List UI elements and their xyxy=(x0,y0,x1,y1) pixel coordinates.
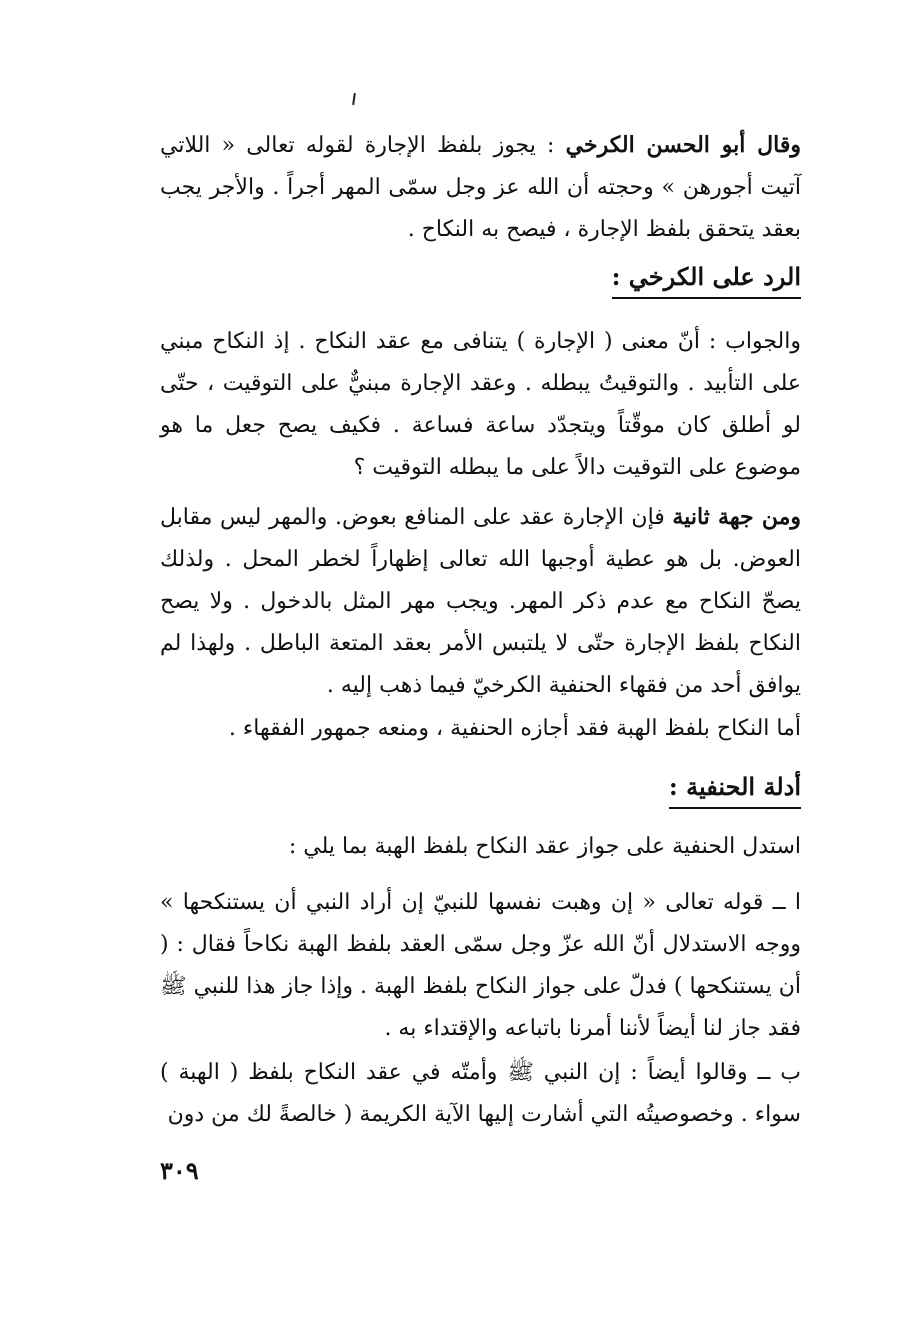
page-number: ٣٠٩ xyxy=(160,1156,199,1185)
section-heading-hanafi-evidence: أدلة الحنفية : xyxy=(669,769,801,809)
paragraph-answer: والجواب : أنّ معنى ( الإجارة ) يتنافى مع عقد النكاح . إذ النكاح مبني على التأبيد . والتوقيتُ يبطله . وعقد الإجارة مبنيٌّ على التوقيت ، حتّى لو أطلق كان موقّتاً ويتجدّد ساعة فساعة . فكيف يصح جعل ما هو موضوع على التوقيت دالاً على ما يبطله التوقيت ؟ xyxy=(160,329,801,480)
paragraph-karkhi-opinion xyxy=(160,124,801,251)
top-ink-mark xyxy=(352,93,356,105)
paragraph-hanafi-evidence-intro: استدل الحنفية على جواز عقد النكاح بلفظ الهبة بما يلي : xyxy=(288,834,801,859)
paragraph-hiba-opinion: أما النكاح بلفظ الهبة فقد أجازه الحنفية ، ومنعه جمهور الفقهاء . xyxy=(228,716,801,741)
paragraph-evidence-b: ب ــ وقالوا أيضاً : إن النبي ﷺ وأمتّه في عقد النكاح بلفظ ( الهبة ) سواء . وخصوصيتُه التي أشارت إليها الآية الكريمة ( خالصةً لك من دون xyxy=(160,1060,801,1127)
paragraph-lead-second-aspect: ومن جهة ثانية xyxy=(672,504,801,530)
paragraph-text-second-aspect: فإن الإجارة عقد على المنافع بعوض. والمهر ليس مقابل العوض. بل هو عطية أوجبها الله تعالى إظهاراً لخطر المحل . ولذلك يصحّ النكاح مع عدم ذكر المهر. ويجب مهر المثل بالدخول . ولا يصح النكاح بلفظ الإجارة حتّى لا يلتبس الأمر بعقد المتعة الباطل . ولهذا لم يوافق أحد من فقهاء الحنفية الكرخيّ فيما ذهب إليه . xyxy=(160,505,801,698)
section-heading-reply: الرد على الكرخي : xyxy=(612,259,801,299)
paragraph-second-aspect xyxy=(160,496,801,707)
paragraph-evidence-a: ا ــ قوله تعالى « إن وهبت نفسها للنبيّ إن أراد النبي أن يستنكحها » ووجه الاستدلال أنّ الله عزّ وجل سمّى العقد بلفظ الهبة نكاحاً فقال : ( أن يستنكحها ) فدلّ على جواز النكاح بلفظ الهبة . وإذا جاز هذا للنبي ﷺ فقد جاز لنا أيضاً لأننا أمرنا باتباعه والإقتداء به . xyxy=(160,890,801,1041)
paragraph-text-karkhi: : يجوز بلفظ الإجارة لقوله تعالى « اللاتي آتيت أجورهن » وحجته أن الله عز وجل سمّى المهر أجراً . والأجر يجب بعقد يتحقق بلفظ الإجارة ، فيصح به النكاح . xyxy=(160,133,801,242)
paragraph-lead-karkhi: وقال أبو الحسن الكرخي xyxy=(565,132,801,158)
